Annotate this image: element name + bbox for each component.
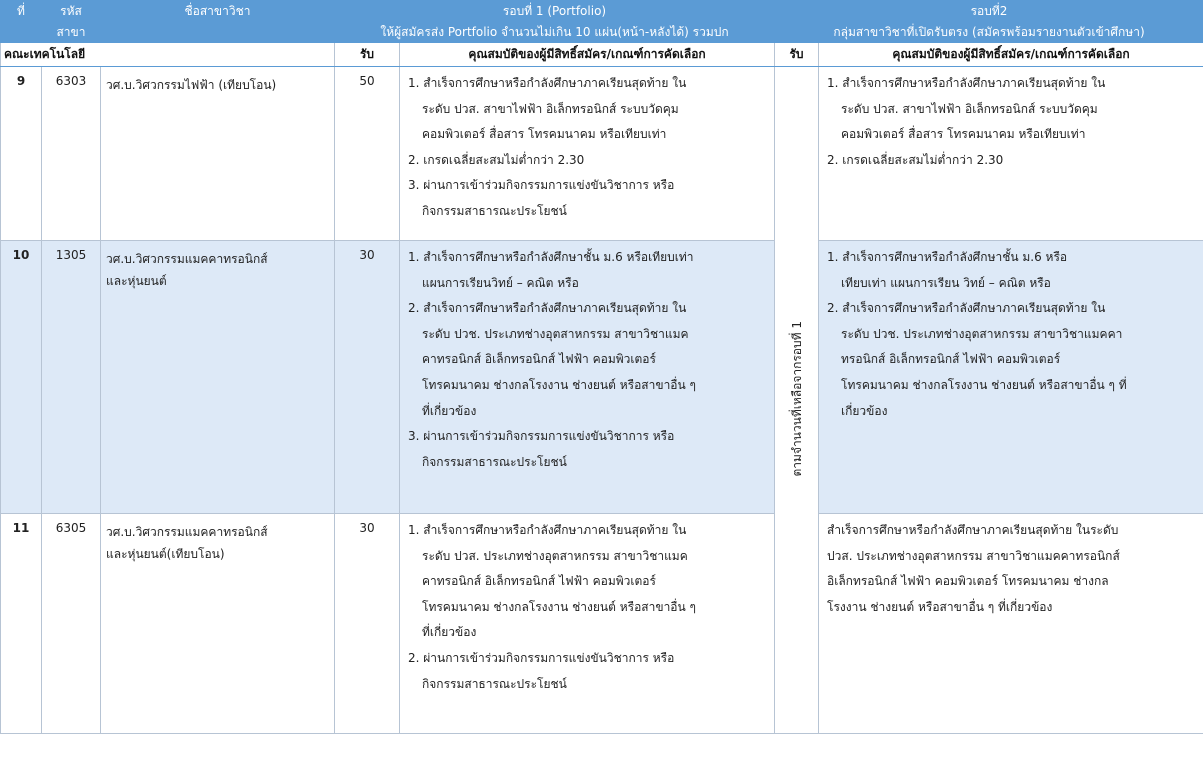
criteria-line: 2. สำเร็จการศึกษาหรือกำลังศึกษาภาคเรียนสุดท้าย ใน [827,301,1106,316]
criteria-line: 2. เกรดเฉลี่ยสะสมไม่ต่ำกว่า 2.30 [827,152,1004,167]
criteria-line: 2. ผ่านการเข้าร่วมกิจกรรมการแข่งขันวิชาการ หรือ [408,650,675,665]
program-code: 6303 [42,67,101,241]
criteria-line: โรงงาน ช่างยนต์ หรือสาขาอื่น ๆ ที่เกี่ยวข้อง [827,599,1053,614]
criteria-line: กิจกรรมสาธารณะประโยชน์ [422,203,567,218]
criteria-line: ระดับ ปวส. ประเภทช่างอุตสาหกรรม สาขาวิชาแมค [422,548,688,563]
criteria2-header: คุณสมบัติของผู้มีสิทธิ์สมัคร/เกณฑ์การคัดเลือก [819,43,1203,67]
criteria-line: 2. เกรดเฉลี่ยสะสมไม่ต่ำกว่า 2.30 [408,152,585,167]
criteria-line: 1. สำเร็จการศึกษาหรือกำลังศึกษาภาคเรียนสุดท้าย ใน [827,76,1106,90]
row-number: 11 [1,514,42,734]
criteria-line: 3. ผ่านการเข้าร่วมกิจกรรมการแข่งขันวิชาการ หรือ [408,429,675,444]
criteria-line: ทรอนิกส์ อิเล็กทรอนิกส์ ไฟฟ้า คอมพิวเตอร์ [841,352,1061,367]
row-number: 10 [1,241,42,514]
round1-seats: 30 [335,241,400,514]
col-no-header: ที่ [1,1,42,22]
criteria-line: ระดับ ปวช. ประเภทช่างอุตสาหกรรม สาขาวิชาแมค [422,326,689,341]
round1-seats: 30 [335,514,400,734]
criteria-line: แผนการเรียนวิทย์ – คณิต หรือ [422,275,579,290]
round1-criteria [400,67,775,241]
criteria-line: ที่เกี่ยวข้อง [422,403,477,418]
criteria-line: 1. สำเร็จการศึกษาหรือกำลังศึกษาภาคเรียนสุดท้าย ใน [408,76,687,90]
criteria-line: โทรคมนาคม ช่างกลโรงงาน ช่างยนต์ หรือสาขาอื่น ๆ [422,599,696,614]
table-row [1,241,1203,514]
criteria-line: ระดับ ปวช. ประเภทช่างอุตสาหกรรม สาขาวิชาแมคคา [841,326,1123,341]
program-name-line: และหุ่นยนต์ [106,274,167,288]
faculty-label: คณะเทคโนโลยี [1,43,335,67]
criteria-line: 1. สำเร็จการศึกษาหรือกำลังศึกษาชั้น ม.6 หรือ [827,250,1068,264]
program-name [101,241,335,514]
round2-seats-note [775,67,819,734]
round2-criteria [819,514,1203,734]
criteria-line: โทรคมนาคม ช่างกลโรงงาน ช่างยนต์ หรือสาขาอื่น ๆ ที่ [841,377,1127,392]
program-code: 1305 [42,241,101,514]
criteria-line: คาทรอนิกส์ อิเล็กทรอนิกส์ ไฟฟ้า คอมพิวเตอร์ [422,352,656,367]
criteria-line: 1. สำเร็จการศึกษาหรือกำลังศึกษาชั้น ม.6 หรือเทียบเท่า [408,250,694,264]
seats2-header: รับ [775,43,819,67]
subheader-row [1,43,1203,67]
seats-header: รับ [335,43,400,67]
round2-criteria [819,241,1203,514]
criteria-line: ที่เกี่ยวข้อง [422,625,477,640]
round2-desc: กลุ่มสาขาวิชาที่เปิดรับตรง (สมัครพร้อมรายงานตัวเข้าศึกษา) [775,22,1203,43]
col-name-header: ชื่อสาขาวิชา [101,1,335,22]
table-row [1,67,1203,241]
program-name-line: และหุ่นยนต์(เทียบโอน) [106,547,225,561]
round2-criteria [819,67,1203,241]
program-name-line: วศ.บ.วิศวกรรมแมคคาทรอนิกส์ [106,525,268,539]
criteria-line: ระดับ ปวส. สาขาไฟฟ้า อิเล็กทรอนิกส์ ระบบวัดคุม [841,101,1098,116]
criteria-line: ปวส. ประเภทช่างอุตสาหกรรม สาขาวิชาแมคคาทรอนิกส์ [827,548,1120,563]
round1-seats: 50 [335,67,400,241]
criteria-line: 3. ผ่านการเข้าร่วมกิจกรรมการแข่งขันวิชาการ หรือ [408,178,675,193]
row-number: 9 [1,67,42,241]
header-row-1 [1,1,1203,22]
header-row-2 [1,22,1203,43]
criteria-line: คาทรอนิกส์ อิเล็กทรอนิกส์ ไฟฟ้า คอมพิวเตอร์ [422,574,656,589]
criteria-line: เกี่ยวข้อง [841,403,888,418]
criteria-line: โทรคมนาคม ช่างกลโรงงาน ช่างยนต์ หรือสาขาอื่น ๆ [422,377,696,392]
criteria-line: อิเล็กทรอนิกส์ ไฟฟ้า คอมพิวเตอร์ โทรคมนาคม ช่างกล [827,574,1109,589]
col-code-header-2: สาขา [42,22,101,43]
round2-title: รอบที่2 [775,1,1203,22]
criteria-line: เทียบเท่า แผนการเรียน วิทย์ – คณิต หรือ [841,275,1051,290]
criteria-line: คอมพิวเตอร์ สื่อสาร โทรคมนาคม หรือเทียบเท่า [841,127,1086,142]
program-name: วศ.บ.วิศวกรรมไฟฟ้า (เทียบโอน) [101,67,335,241]
criteria-line: กิจกรรมสาธารณะประโยชน์ [422,454,567,469]
criteria-header: คุณสมบัติของผู้มีสิทธิ์สมัคร/เกณฑ์การคัดเลือก [400,43,775,67]
col-code-header: รหัส [42,1,101,22]
table-row [1,514,1203,734]
round1-criteria [400,241,775,514]
criteria-line: 2. สำเร็จการศึกษาหรือกำลังศึกษาภาคเรียนสุดท้าย ใน [408,301,687,316]
criteria-line: สำเร็จการศึกษาหรือกำลังศึกษาภาคเรียนสุดท้าย ในระดับ [827,523,1119,537]
criteria-line: ระดับ ปวส. สาขาไฟฟ้า อิเล็กทรอนิกส์ ระบบวัดคุม [422,101,679,116]
program-code: 6305 [42,514,101,734]
program-name [101,514,335,734]
program-name-line: วศ.บ.วิศวกรรมแมคคาทรอนิกส์ [106,252,268,266]
round2-seats-text: ตามจำนวนที่เหลือจากรอบที่ 1 [790,320,805,477]
criteria-line: 1. สำเร็จการศึกษาหรือกำลังศึกษาภาคเรียนสุดท้าย ใน [408,523,687,537]
criteria-line: กิจกรรมสาธารณะประโยชน์ [422,676,567,691]
round1-criteria [400,514,775,734]
round1-title: รอบที่ 1 (Portfolio) [335,1,775,22]
round1-desc: ให้ผู้สมัครส่ง Portfolio จำนวนไม่เกิน 10 แผ่น(หน้า-หลังได้) รวมปก [335,22,775,43]
criteria-line: คอมพิวเตอร์ สื่อสาร โทรคมนาคม หรือเทียบเท่า [422,127,667,142]
